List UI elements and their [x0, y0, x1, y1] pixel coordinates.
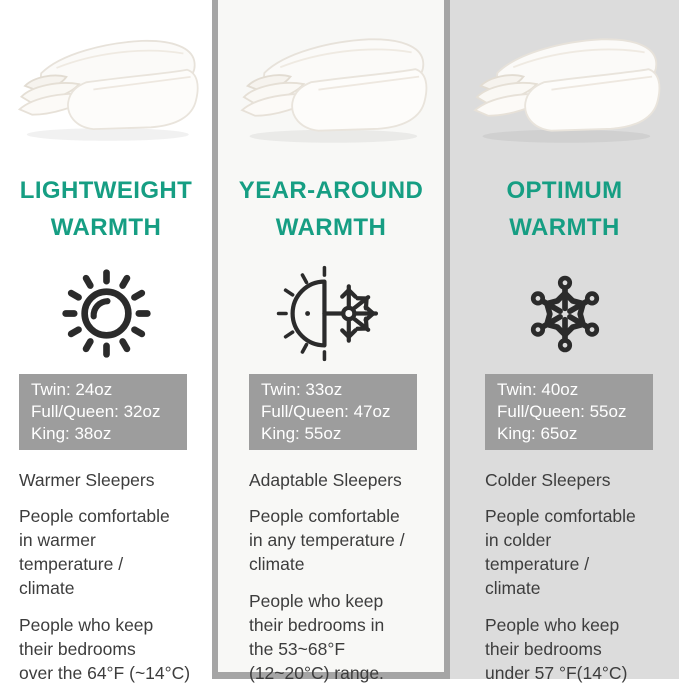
- heading-line-1: LIGHTWEIGHT: [19, 177, 193, 204]
- heading-line-2: WARMTH: [275, 214, 387, 241]
- desc-line: (12~20°C) range.: [249, 662, 384, 683]
- desc-line: People who keep: [249, 590, 384, 611]
- spec-twin: Twin: 33oz: [261, 379, 343, 399]
- desc-line: in any temperature /: [249, 529, 405, 550]
- spec-twin: Twin: 24oz: [31, 379, 113, 399]
- weight-spec-box: [485, 374, 653, 450]
- sleeper-type: Colder Sleepers: [485, 469, 611, 490]
- heading-line-1: YEAR-AROUND: [238, 177, 424, 204]
- desc-line: People comfortable: [19, 505, 170, 526]
- column-year-around: [212, 0, 450, 683]
- description-2: [485, 613, 671, 685]
- comforter-image: [229, 23, 434, 147]
- desc-line: People who keep: [485, 614, 620, 635]
- heading-line-1: OPTIMUM: [506, 177, 623, 204]
- spec-full-queen: Full/Queen: 47oz: [261, 401, 391, 421]
- desc-line: temperature /: [485, 553, 590, 574]
- desc-line: in warmer: [19, 529, 96, 550]
- warmth-icon-wrap: [218, 266, 444, 362]
- comforter-photo: [450, 10, 679, 160]
- warmth-icon-wrap: [450, 266, 679, 362]
- comforter-image: [462, 23, 667, 147]
- description-2: [19, 613, 202, 685]
- desc-line: in colder: [485, 529, 552, 550]
- sun-snowflake-icon: [270, 262, 392, 365]
- desc-line: their bedrooms: [485, 638, 602, 659]
- comforter-photo: [218, 10, 444, 160]
- spec-full-queen: Full/Queen: 32oz: [31, 401, 161, 421]
- sleeper-type: Adaptable Sleepers: [249, 469, 402, 490]
- desc-line: climate: [249, 553, 305, 574]
- desc-line: the 53~68°F: [249, 638, 346, 659]
- desc-line: People comfortable: [485, 505, 636, 526]
- desc-line: over the 64°F (~14°C): [19, 662, 191, 683]
- description-1: [19, 504, 202, 600]
- weight-spec-box: [249, 374, 417, 450]
- sleeper-type: Warmer Sleepers: [19, 469, 155, 490]
- spec-king: King: 65oz: [497, 423, 578, 443]
- heading-line-2: WARMTH: [509, 214, 620, 241]
- spec-king: King: 38oz: [31, 423, 112, 443]
- spec-king: King: 55oz: [261, 423, 342, 443]
- desc-line: their bedrooms in: [249, 614, 385, 635]
- desc-line: climate: [19, 577, 75, 598]
- sun-icon: [59, 266, 154, 361]
- desc-line: People who keep: [19, 614, 154, 635]
- desc-line: People comfortable: [249, 505, 400, 526]
- column-heading: [0, 172, 212, 246]
- desc-line: climate: [485, 577, 541, 598]
- description-1: [485, 504, 671, 600]
- heading-line-2: WARMTH: [50, 214, 162, 241]
- comforter-photo: [0, 10, 212, 160]
- column-heading: [450, 172, 679, 246]
- comforter-image: [7, 25, 205, 145]
- description-1: [249, 504, 436, 576]
- weight-spec-box: [19, 374, 187, 450]
- spec-twin: Twin: 40oz: [497, 379, 579, 399]
- snowflake-icon: [515, 262, 615, 366]
- warmth-icon-wrap: [0, 266, 212, 362]
- description-2: [249, 589, 436, 685]
- desc-line: their bedrooms: [19, 638, 136, 659]
- column-heading: [218, 172, 444, 246]
- column-optimum: [450, 0, 679, 683]
- desc-line: temperature /: [19, 553, 124, 574]
- desc-line: under 57 °F(14°C): [485, 662, 628, 683]
- column-lightweight: [0, 0, 212, 683]
- spec-full-queen: Full/Queen: 55oz: [497, 401, 627, 421]
